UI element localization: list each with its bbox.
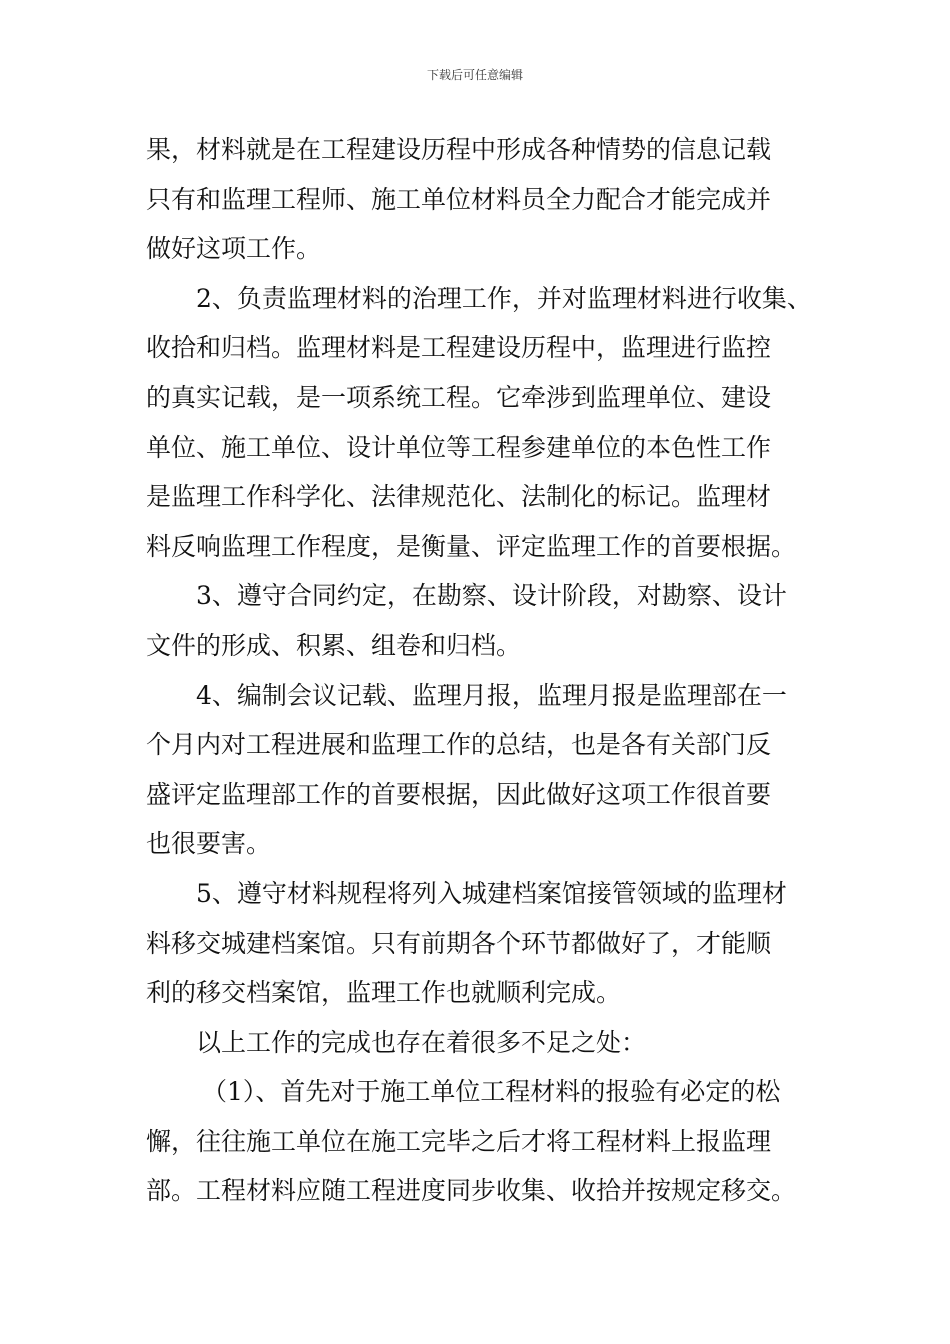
text-line: 也很要害。 [146,829,272,859]
text-line: 料反响监理工作程度，是衡量、评定监理工作的首要根据。 [146,531,797,561]
text-line: （1）、首先对于施工单位工程材料的报验有必定的松 [202,1077,781,1107]
text-line: 料移交城建档案馆。只有前期各个环节都做好了，才能顺 [146,928,772,958]
header-note: 下载后可任意编辑 [426,68,523,82]
text-line: 利的移交档案馆，监理工作也就顺利完成。 [146,978,622,1008]
text-line: 做好这项工作。 [146,234,322,264]
text-line: 只有和监理工程师、施工单位材料员全力配合才能完成并 [146,184,772,214]
text-line: 以上工作的完成也存在着很多不足之处： [196,1027,647,1057]
text-line: 2、负责监理材料的治理工作，并对监理材料进行收集、 [196,283,812,313]
text-line: 3、遵守合同约定，在勘察、设计阶段，对勘察、设计 [196,581,787,611]
text-line: 收拾和归档。监理材料是工程建设历程中，监理进行监控 [146,333,772,363]
text-line: 果，材料就是在工程建设历程中形成各种情势的信息记载 [146,135,772,164]
text-line: 4、编制会议记载、监理月报，监理月报是监理部在一 [196,680,787,710]
body-text [146,125,836,1216]
text-line: 部。工程材料应随工程进度同步收集、收拾并按规定移交。 [146,1176,797,1206]
text-line: 盛评定监理部工作的首要根据，因此做好这项工作很首要 [146,779,772,809]
text-line: 是监理工作科学化、法律规范化、法制化的标记。监理材 [146,482,772,512]
text-line: 个月内对工程进展和监理工作的总结，也是各有关部门反 [146,730,772,760]
text-line: 5、遵守材料规程将列入城建档案馆接管领域的监理材 [196,878,787,908]
text-line: 文件的形成、积累、组卷和归档。 [146,630,522,660]
text-line: 懈，往往施工单位在施工完毕之后才将工程材料上报监理 [146,1126,772,1156]
text-line: 的真实记载，是一项系统工程。它牵涉到监理单位、建设 [146,382,772,412]
text-line: 单位、施工单位、设计单位等工程参建单位的本色性工作 [146,432,772,462]
